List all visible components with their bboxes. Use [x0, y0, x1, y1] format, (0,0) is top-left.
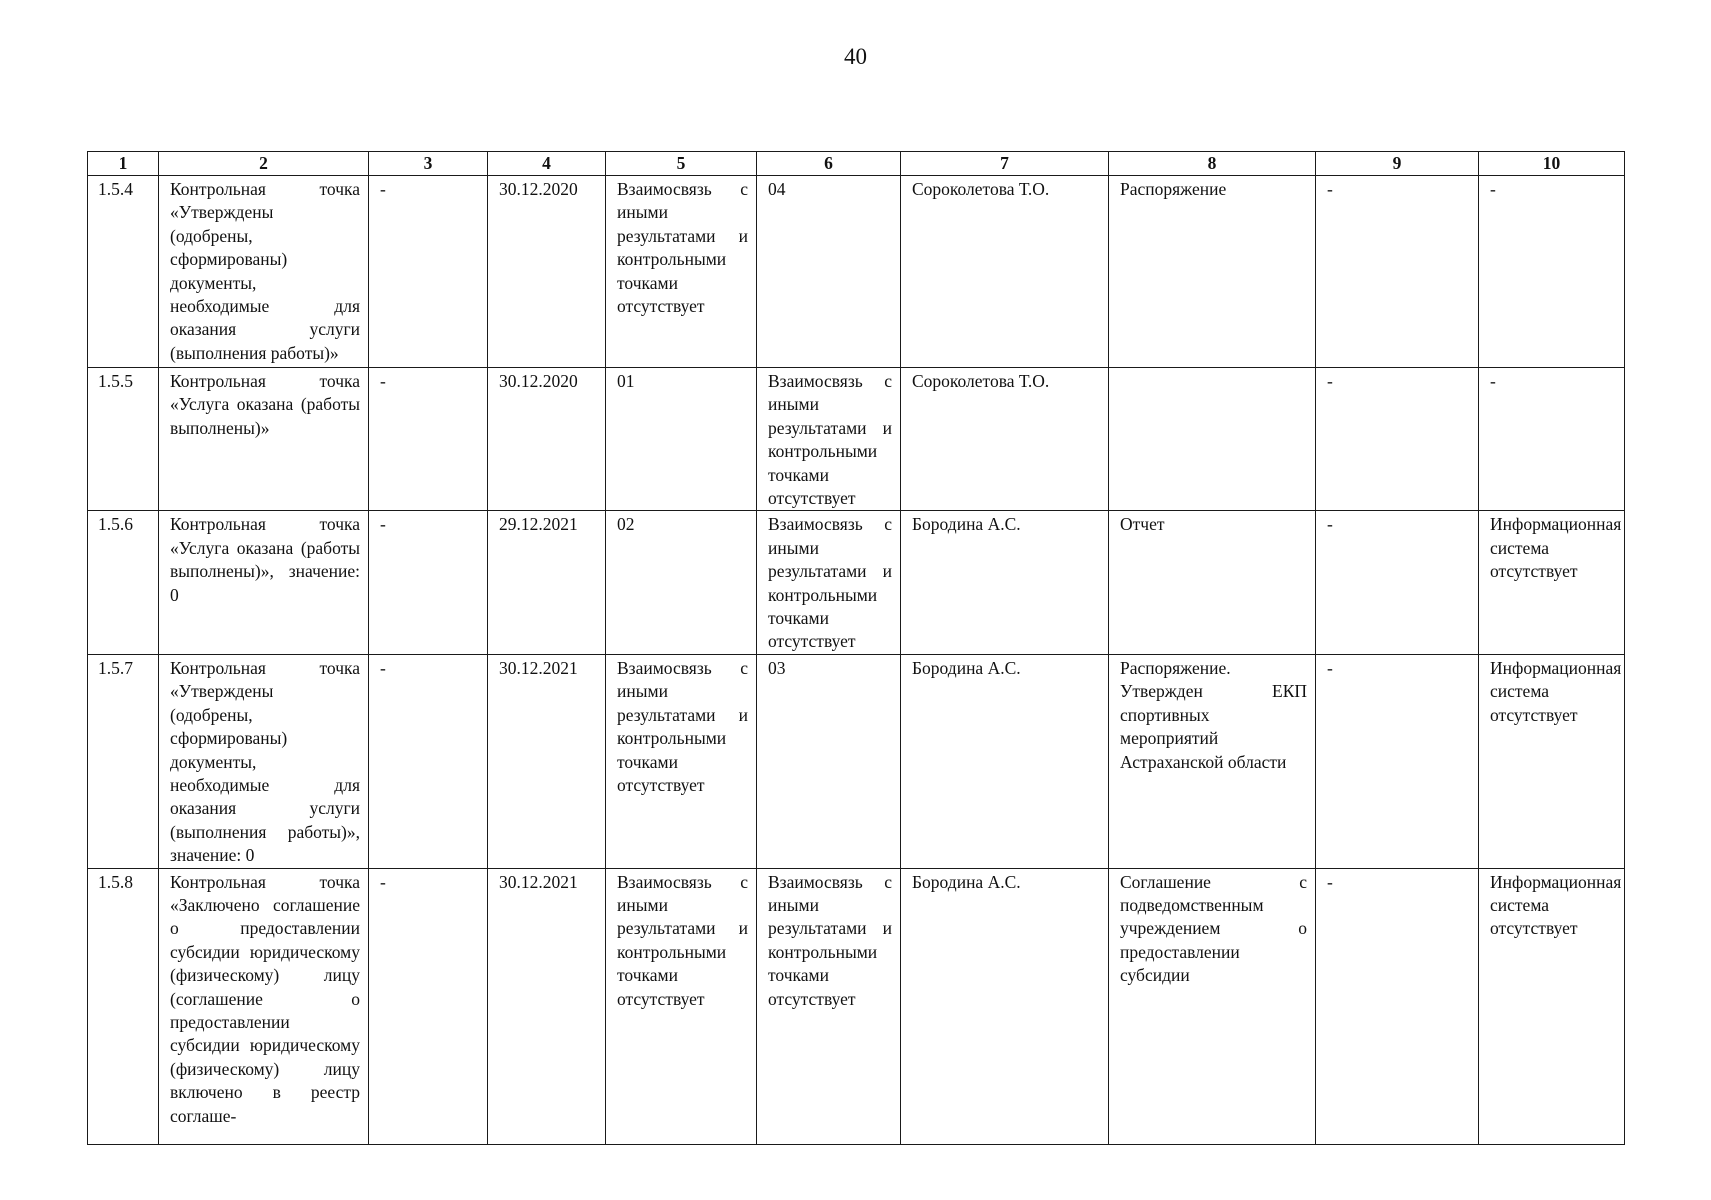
responsible-person: Бородина А.С.	[901, 511, 1109, 654]
responsible-person: Сороколетова Т.О.	[901, 176, 1109, 368]
cell-col10: Информационная система отсутствует	[1479, 654, 1625, 868]
cell-col10: Информационная система отсутствует	[1479, 511, 1625, 654]
cell-col5: 02	[606, 511, 757, 654]
deadline-date: 30.12.2021	[488, 868, 606, 1144]
cell-col10: Информационная система отсутствует	[1479, 868, 1625, 1144]
cell-col5: 01	[606, 368, 757, 511]
cell-col9: -	[1316, 368, 1479, 511]
header-cell: 1	[88, 152, 159, 176]
document-type	[1109, 368, 1316, 511]
header-cell: 9	[1316, 152, 1479, 176]
responsible-person: Бородина А.С.	[901, 654, 1109, 868]
deadline-date: 30.12.2021	[488, 654, 606, 868]
table-row	[88, 654, 1625, 868]
control-point-name: Контрольная точка «Услуга оказана (работы выполнены)»	[159, 368, 369, 511]
cell-col10: -	[1479, 176, 1625, 368]
cell-col9: -	[1316, 868, 1479, 1144]
cell-col9: -	[1316, 511, 1479, 654]
header-cell: 2	[159, 152, 369, 176]
control-point-name: Контрольная точка «Утверждены (одобрены, сформированы) документы, необходимые для оказания услуги (выполнения работы)», значение: 0	[159, 654, 369, 868]
header-cell: 7	[901, 152, 1109, 176]
document-type: Соглашение с подведомственным учреждением о предоставлении субсидии	[1109, 868, 1316, 1144]
table-row	[88, 511, 1625, 654]
cell-col5: Взаимосвязь с иными результатами и контрольными точками отсутствует	[606, 654, 757, 868]
header-cell: 8	[1109, 152, 1316, 176]
cell-col6: Взаимосвязь с иными результатами и контрольными точками отсутствует	[757, 868, 901, 1144]
responsible-person: Бородина А.С.	[901, 868, 1109, 1144]
document-type: Распоряжение. Утвержден ЕКП спортивных мероприятий Астраханской области	[1109, 654, 1316, 868]
page-number: 40	[844, 44, 867, 69]
table-row	[88, 868, 1625, 1144]
cell-col9: -	[1316, 176, 1479, 368]
cell-col3: -	[369, 368, 488, 511]
deadline-date: 30.12.2020	[488, 368, 606, 511]
header-cell: 6	[757, 152, 901, 176]
cell-col6: 04	[757, 176, 901, 368]
cell-col6: 03	[757, 654, 901, 868]
table-row	[88, 368, 1625, 511]
header-row	[88, 152, 1625, 176]
control-points-table	[87, 151, 1625, 1145]
control-point-name: Контрольная точка «Заключено соглашение о предоставлении субсидии юридическому (физическому) лицу (соглашение о предоставлении субсидии юридическому (физическому) лицу включено в реестр соглаше-	[159, 868, 369, 1144]
cell-col5: Взаимосвязь с иными результатами и контрольными точками отсутствует	[606, 868, 757, 1144]
row-number: 1.5.8	[88, 868, 159, 1144]
responsible-person: Сороколетова Т.О.	[901, 368, 1109, 511]
cell-col10: -	[1479, 368, 1625, 511]
cell-col5: Взаимосвязь с иными результатами и контрольными точками отсутствует	[606, 176, 757, 368]
cell-col3: -	[369, 868, 488, 1144]
header-cell: 3	[369, 152, 488, 176]
cell-col3: -	[369, 176, 488, 368]
document-type: Распоряжение	[1109, 176, 1316, 368]
row-number: 1.5.7	[88, 654, 159, 868]
cell-col9: -	[1316, 654, 1479, 868]
cell-col6: Взаимосвязь с иными результатами и контрольными точками отсутствует	[757, 368, 901, 511]
header-cell: 10	[1479, 152, 1625, 176]
cell-col6: Взаимосвязь с иными результатами и контрольными точками отсутствует	[757, 511, 901, 654]
row-number: 1.5.5	[88, 368, 159, 511]
cell-col3: -	[369, 654, 488, 868]
deadline-date: 30.12.2020	[488, 176, 606, 368]
cell-col3: -	[369, 511, 488, 654]
control-point-name: Контрольная точка «Услуга оказана (работы выполнены)», значение: 0	[159, 511, 369, 654]
deadline-date: 29.12.2021	[488, 511, 606, 654]
header-cell: 4	[488, 152, 606, 176]
control-point-name: Контрольная точка «Утверждены (одобрены, сформированы) документы, необходимые для оказания услуги (выполнения работы)»	[159, 176, 369, 368]
row-number: 1.5.4	[88, 176, 159, 368]
row-number: 1.5.6	[88, 511, 159, 654]
table-row	[88, 176, 1625, 368]
header-cell: 5	[606, 152, 757, 176]
document-type: Отчет	[1109, 511, 1316, 654]
